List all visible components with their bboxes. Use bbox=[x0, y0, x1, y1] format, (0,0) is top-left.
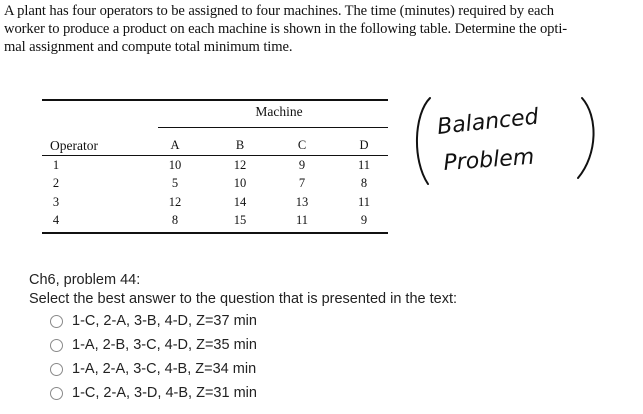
left-paren-stroke bbox=[417, 98, 430, 184]
question-title: Ch6, problem 44: bbox=[29, 272, 141, 288]
table-cell: 10 bbox=[168, 158, 182, 172]
table-cell: 8 bbox=[171, 213, 179, 227]
question-prompt: Select the best answer to the question that is presented in the text: bbox=[29, 291, 458, 307]
operator-header: Operator bbox=[50, 138, 98, 153]
table-rule-top bbox=[42, 99, 388, 101]
table-cell: 11 bbox=[357, 158, 371, 172]
table-cell: 7 bbox=[298, 176, 306, 190]
table-rule-header bbox=[42, 155, 388, 156]
table-rule-machine bbox=[158, 127, 388, 128]
table-cell: 5 bbox=[171, 176, 179, 190]
right-paren-stroke bbox=[578, 98, 594, 178]
table-cell: 12 bbox=[168, 195, 182, 209]
table-cell: 10 bbox=[233, 176, 247, 190]
answer-label: 1-A, 2-A, 3-C, 4-B, Z=34 min bbox=[72, 361, 257, 377]
answer-label: 1-A, 2-B, 3-C, 4-D, Z=35 min bbox=[72, 337, 257, 353]
table-cell: 11 bbox=[357, 195, 371, 209]
answer-option-1[interactable] bbox=[50, 313, 257, 329]
radio-button[interactable] bbox=[50, 363, 63, 376]
radio-button[interactable] bbox=[50, 387, 63, 400]
problem-line-2: worker to produce a product on each machine is shown in the following table. Determine the opti- bbox=[4, 21, 568, 37]
column-header-a: A bbox=[170, 138, 180, 152]
operator-cell: 3 bbox=[52, 195, 60, 209]
table-cell: 14 bbox=[233, 195, 247, 209]
operator-cell: 2 bbox=[52, 176, 60, 190]
answer-label: 1-C, 2-A, 3-B, 4-D, Z=37 min bbox=[72, 313, 257, 329]
answer-option-2[interactable] bbox=[50, 337, 257, 353]
table-cell: 8 bbox=[360, 176, 368, 190]
radio-button[interactable] bbox=[50, 315, 63, 328]
column-header-c: C bbox=[297, 138, 307, 152]
answer-option-3[interactable] bbox=[50, 361, 256, 377]
table-cell: 15 bbox=[233, 213, 247, 227]
problem-statement bbox=[4, 2, 640, 56]
note-line-1: Balanced bbox=[436, 104, 540, 140]
table-cell: 9 bbox=[298, 158, 306, 172]
table-rule-bottom bbox=[42, 232, 388, 234]
machine-group-header: Machine bbox=[255, 104, 303, 119]
table-cell: 11 bbox=[295, 213, 309, 227]
answer-option-4[interactable] bbox=[50, 385, 257, 401]
operator-cell: 1 bbox=[52, 158, 60, 172]
problem-line-1: A plant has four operators to be assigned to four machines. The time (minutes) required by each bbox=[4, 3, 554, 19]
question-block bbox=[29, 271, 457, 309]
answer-label: 1-C, 2-A, 3-D, 4-B, Z=31 min bbox=[72, 385, 257, 401]
table-cell: 12 bbox=[233, 158, 247, 172]
handwritten-note bbox=[408, 92, 598, 188]
note-line-2: Problem bbox=[442, 144, 536, 176]
table-cell: 9 bbox=[360, 213, 368, 227]
problem-line-3: mal assignment and compute total minimum time. bbox=[4, 39, 293, 55]
operator-cell: 4 bbox=[52, 213, 60, 227]
column-header-b: B bbox=[235, 138, 245, 152]
column-header-d: D bbox=[359, 138, 369, 152]
table-cell: 13 bbox=[295, 195, 309, 209]
radio-button[interactable] bbox=[50, 339, 63, 352]
